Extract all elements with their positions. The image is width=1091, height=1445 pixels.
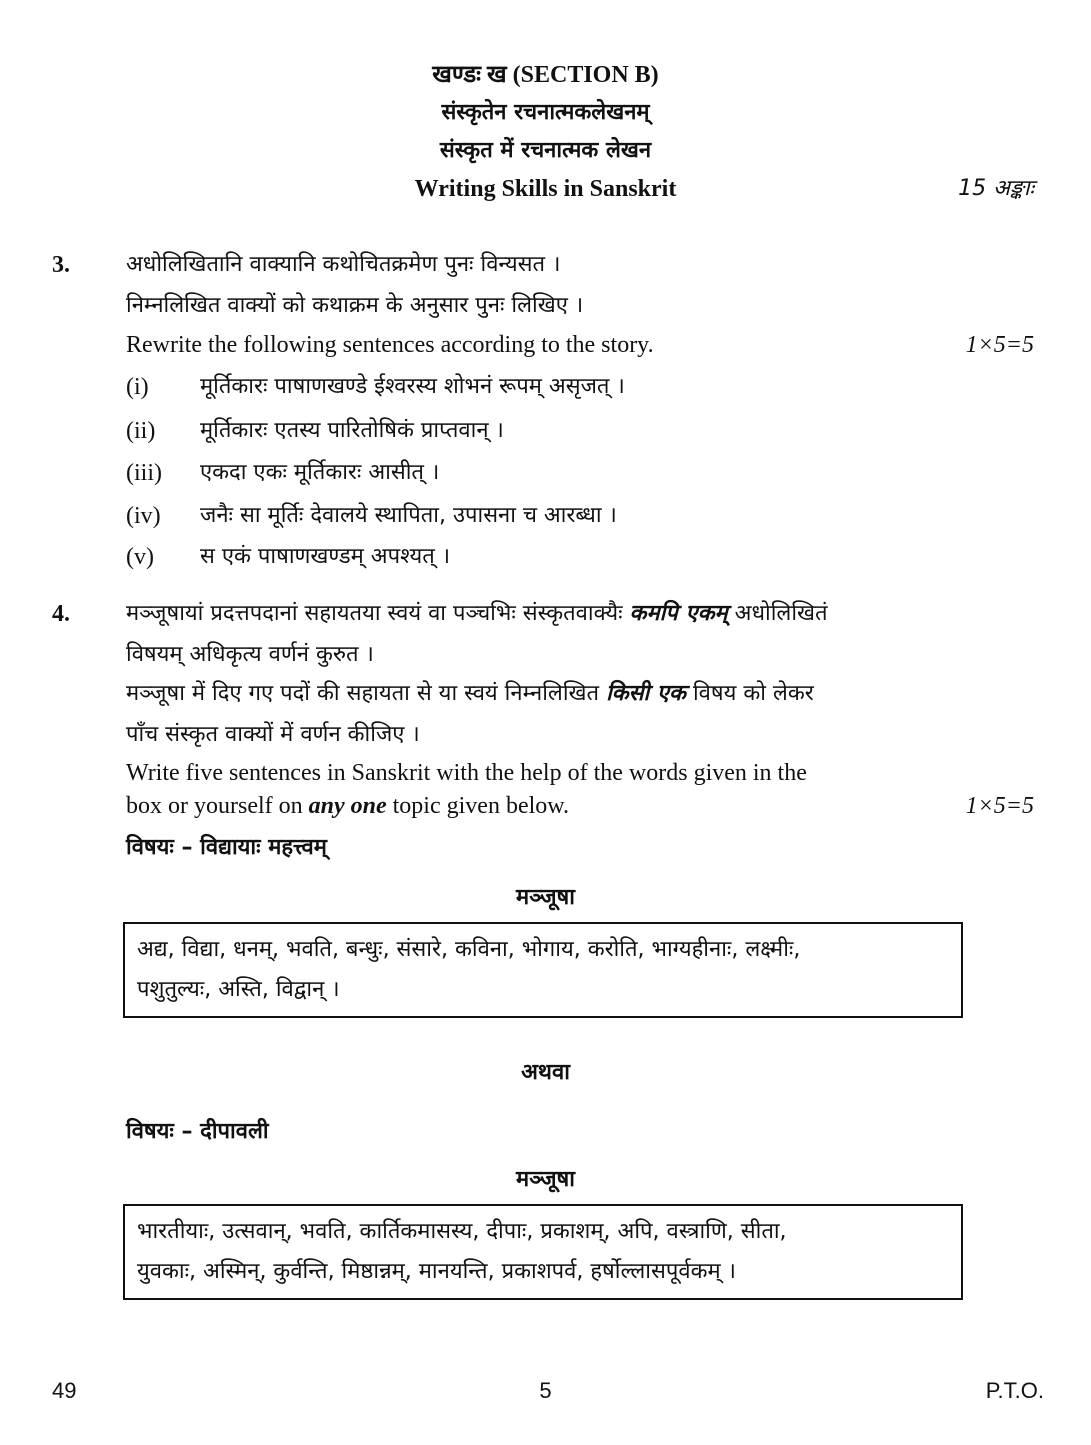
item-text: मूर्तिकारः एतस्य पारितोषिकं प्राप्तवान् । [200,418,504,443]
topic1-word-box [123,922,963,1018]
q4-number: 4. [52,601,70,627]
title-hindi: संस्कृत में रचनात्मक लेखन [439,138,652,163]
q3-english: Rewrite the following sentences according to the story. [126,332,654,358]
item-label: (ii) [126,418,156,444]
text: मञ्जूषा में दिए गए पदों की सहायता से या स्वयं निम्नलिखित [126,681,607,706]
item-text: एकदा एकः मूर्तिकारः आसीत् । [200,460,440,485]
topic1-box-title: मञ्जूषा [516,885,575,910]
word-line: अद्य, विद्या, धनम्, भवति, बन्धुः, संसारे, कविना, भोगाय, करोति, भाग्यहीनाः, लक्ष्मीः, [137,937,801,962]
q3-sanskrit: अधोलिखितानि वाक्यानि कथोचितक्रमेण पुनः विन्यसत । [126,252,561,277]
or-label: अथवा [521,1060,570,1085]
text: मञ्जूषायां प्रदत्तपदानां सहायतया स्वयं वा पञ्चभिः संस्कृतवाक्यैः [126,601,630,626]
q4-english-line2 [126,791,569,821]
q4-english-line1: Write five sentences in Sanskrit with the help of the words given in the [126,760,807,786]
paper-code: 49 [52,1378,77,1403]
q3-number: 3. [52,252,70,278]
emphasis: any one [308,793,387,819]
q4-hindi-line2: पाँच संस्कृत वाक्यों में वर्णन कीजिए । [126,722,420,747]
section-marks: 15 अङ्काः [958,176,1034,201]
q4-marks: 1×5=5 [965,793,1034,819]
pto-label: P.T.O. [985,1378,1044,1403]
q3-marks: 1×5=5 [965,332,1034,358]
text: अधोलिखितं [727,601,828,626]
topic2-box-title: मञ्जूषा [516,1167,575,1192]
item-label: (iv) [126,503,161,529]
title-english: Writing Skills in Sanskrit [414,176,677,202]
topic2-word-box [123,1204,963,1300]
text: topic given below. [386,793,570,819]
q3-hindi: निम्नलिखित वाक्यों को कथाक्रम के अनुसार पुनः लिखिए । [126,293,584,318]
section-heading: खण्डः ख (SECTION B) [432,62,659,88]
text: box or yourself on [126,793,309,819]
text: विषय को लेकर [685,681,814,706]
q4-sanskrit-line2: विषयम् अधिकृत्य वर्णनं कुरुत । [126,642,374,667]
emphasis: कमपि एकम् [629,601,728,626]
word-line: युवकाः, अस्मिन्, कुर्वन्ति, मिष्ठान्नम्, मानयन्ति, प्रकाशपर्व, हर्षोल्लासपूर्वकम् । [137,1259,736,1284]
item-text: जनैः सा मूर्तिः देवालये स्थापिता, उपासना च आरब्धा । [200,503,617,528]
emphasis: किसी एक [606,681,686,706]
item-text: मूर्तिकारः पाषाणखण्डे ईश्वरस्य शोभनं रूपम् असृजत् । [200,374,625,399]
topic1-title: विषयः – विद्यायाः महत्त्वम् [126,835,327,860]
item-label: (iii) [126,460,162,486]
item-text: स एकं पाषाणखण्डम् अपश्यत् । [200,544,451,569]
item-label: (v) [126,544,154,570]
title-sanskrit: संस्कृतेन रचनात्मकलेखनम् [441,100,650,125]
word-line: पशुतुल्यः, अस्ति, विद्वान् । [137,977,340,1002]
item-label: (i) [126,374,149,400]
page-number: 5 [539,1378,552,1403]
word-line: भारतीयाः, उत्सवान्, भवति, कार्तिकमासस्य, दीपाः, प्रकाशम्, अपि, वस्त्राणि, सीता, [137,1219,787,1244]
q4-hindi-line1 [126,679,814,709]
topic2-title: विषयः – दीपावली [126,1119,269,1144]
q4-sanskrit-line1 [126,599,828,629]
